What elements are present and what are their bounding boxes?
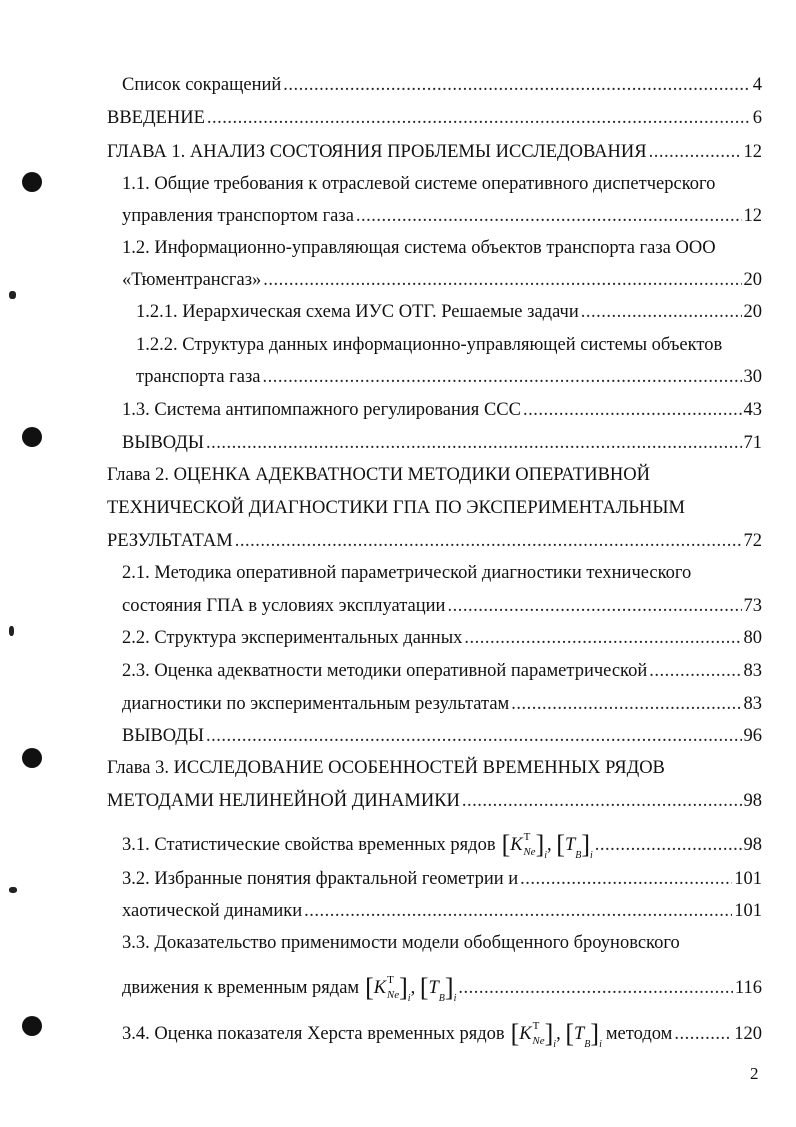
punch-hole-3 xyxy=(22,748,42,768)
toc-entry-2-2[interactable]: 2.2. Структура экспериментальных данных ..... 80 xyxy=(122,623,762,653)
page-number: 2 xyxy=(750,1064,759,1083)
toc-entry-chapter-2-line2[interactable]: ТЕХНИЧЕСКОЙ ДИАГНОСТИКИ ГПА ПО ЭКСПЕРИМЕНТАЛЬНЫМ xyxy=(107,498,685,518)
scan-speck-3 xyxy=(9,887,17,893)
leader-dots xyxy=(464,623,741,653)
toc-entry-1-1-line1[interactable]: 1.1. Общие требования к отраслевой системе оперативного диспетчерского xyxy=(122,174,716,194)
toc-entry-conclusions-2[interactable]: ВЫВОДЫ ..... 96 xyxy=(122,721,762,751)
toc-entry-chapter-1[interactable]: ГЛАВА 1. АНАЛИЗ СОСТОЯНИЯ ПРОБЛЕМЫ ИССЛЕДОВАНИЯ ..... 12 xyxy=(107,137,762,167)
toc-entry-1-2[interactable]: «Тюментрансгаз» ..... 20 xyxy=(122,265,762,295)
toc-entry-1-3[interactable]: 1.3. Система антипомпажного регулирования ССС ..... 43 xyxy=(122,395,762,425)
leader-dots xyxy=(447,591,741,621)
toc-entry-1-1[interactable]: управления транспортом газа ..... 12 xyxy=(122,201,762,231)
leader-dots xyxy=(206,428,741,458)
leader-dots xyxy=(356,201,742,231)
leader-dots xyxy=(523,395,742,425)
leader-dots xyxy=(581,297,742,327)
toc-entry-abbreviations[interactable]: Список сокращений ..... 4 xyxy=(122,70,762,100)
toc-entry-3-2-line2[interactable]: хаотической динамики ..... 101 xyxy=(122,896,762,926)
toc-entry-introduction[interactable]: ВВЕДЕНИЕ ..... 6 xyxy=(107,103,762,133)
leader-dots xyxy=(649,656,741,686)
toc-entry-2-3-line1[interactable]: 2.3. Оценка адекватности методики оперативной параметрической ..... 83 xyxy=(122,656,762,686)
punch-hole-2 xyxy=(22,427,42,447)
toc-entry-2-3[interactable]: диагностики по экспериментальным результатам ..... 83 xyxy=(122,689,762,719)
leader-dots xyxy=(263,362,742,392)
leader-dots xyxy=(263,265,741,295)
leader-dots xyxy=(206,721,741,751)
punch-hole-4 xyxy=(22,1016,42,1036)
toc-entry-chapter-3-line1[interactable]: Глава 3. ИССЛЕДОВАНИЕ ОСОБЕННОСТЕЙ ВРЕМЕННЫХ РЯДОВ xyxy=(107,758,665,778)
toc-entry-2-1[interactable]: состояния ГПА в условиях эксплуатации ..... 73 xyxy=(122,591,762,621)
toc-entry-1-2-2-line1[interactable]: 1.2.2. Структура данных информационно-управляющей системы объектов xyxy=(136,335,723,355)
toc-entry-3-3-line1[interactable]: 3.3. Доказательство применимости модели обобщенного броуновского xyxy=(122,933,680,953)
toc-entry-chapter-2[interactable]: РЕЗУЛЬТАТАМ ..... 72 xyxy=(107,526,762,556)
formula-k-ne-tb: $[K^T_{Ne}]_i$, $[T_B]_i$ xyxy=(365,973,457,1004)
leader-dots xyxy=(462,786,742,816)
scan-speck-1 xyxy=(9,291,16,299)
toc-entry-2-1-line1[interactable]: 2.1. Методика оперативной параметрической диагностики технического xyxy=(122,563,692,583)
leader-dots xyxy=(511,689,741,719)
leader-dots xyxy=(235,526,742,556)
toc-entry-conclusions-1[interactable]: ВЫВОДЫ ..... 71 xyxy=(122,428,762,458)
toc-entry-1-2-1[interactable]: 1.2.1. Иерархическая схема ИУС ОТГ. Решаемые задачи ..... 20 xyxy=(136,297,762,327)
toc-entry-3-1[interactable]: 3.1. Статистические свойства временных рядов $[K^T_{Ne}]_i$, $[T_B]_i$ ..... 98 xyxy=(122,822,762,852)
toc-entry-3-2[interactable]: 3.2. Избранные понятия фрактальной геометрии и ..... 101 xyxy=(122,864,762,894)
toc-entry-3-4[interactable]: 3.4. Оценка показателя Херста временных рядов $[K^T_{Ne}]_i$, $[T_B]_i$ методом ..... 120 xyxy=(122,1011,762,1041)
leader-dots xyxy=(207,103,751,133)
toc-entry-3-3[interactable]: движения к временным рядам $[K^T_{Ne}]_i$, $[T_B]_i$ ..... 116 xyxy=(122,965,762,995)
leader-dots xyxy=(649,137,742,167)
leader-dots xyxy=(520,864,732,894)
leader-dots xyxy=(283,70,750,100)
toc-entry-chapter-2-line1[interactable]: Глава 2. ОЦЕНКА АДЕКВАТНОСТИ МЕТОДИКИ ОПЕРАТИВНОЙ xyxy=(107,465,650,485)
toc-entry-chapter-3[interactable]: МЕТОДАМИ НЕЛИНЕЙНОЙ ДИНАМИКИ ..... 98 xyxy=(107,786,762,816)
toc-entry-1-2-line1[interactable]: 1.2. Информационно-управляющая система объектов транспорта газа ООО xyxy=(122,238,716,258)
leader-dots xyxy=(304,896,732,926)
scan-speck-2 xyxy=(9,626,14,636)
formula-k-ne-tb: $[K^T_{Ne}]_i$, $[T_B]_i$ xyxy=(510,1019,602,1050)
formula-k-ne-tb: $[K^T_{Ne}]_i$, $[T_B]_i$ xyxy=(501,830,593,861)
leader-dots xyxy=(674,1019,732,1049)
toc-entry-1-2-2[interactable]: транспорта газа ..... 30 xyxy=(136,362,762,392)
leader-dots xyxy=(458,973,733,1003)
leader-dots xyxy=(595,830,742,860)
punch-hole-1 xyxy=(22,172,42,192)
